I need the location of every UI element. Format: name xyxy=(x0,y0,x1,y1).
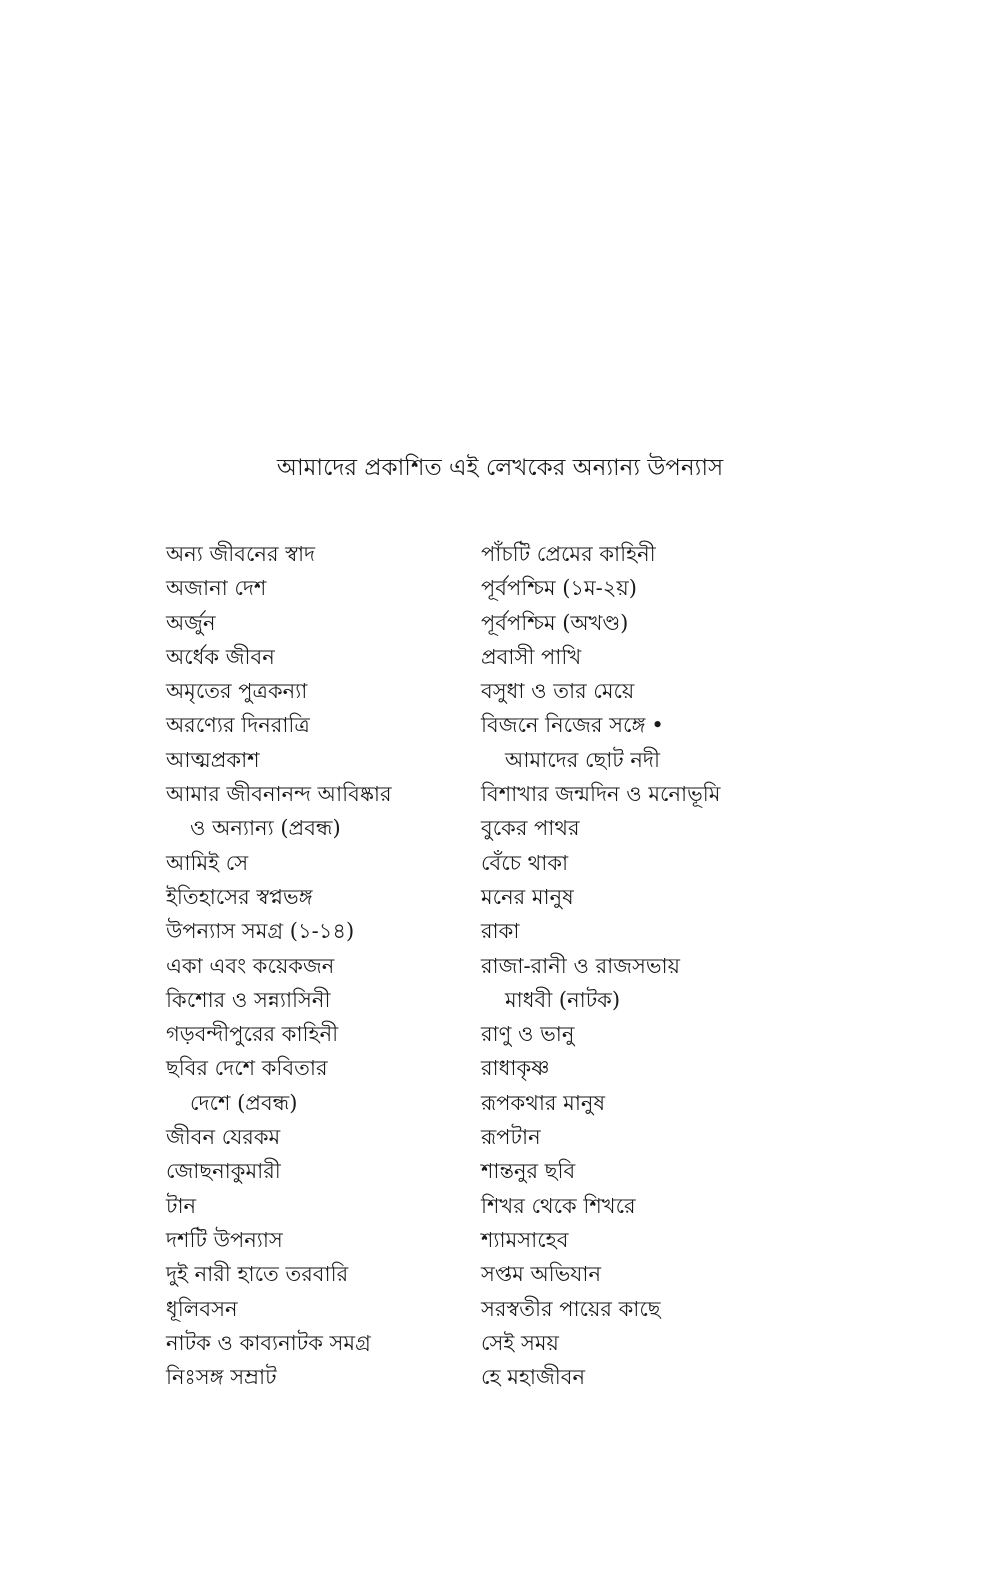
book-title-item xyxy=(481,743,781,777)
book-title-text: বিজনে নিজের সঙ্গে xyxy=(481,713,646,738)
book-title-item xyxy=(166,708,466,742)
book-title-text: অন্য জীবনের স্বাদ xyxy=(166,542,316,566)
book-title-item xyxy=(166,811,466,845)
book-title-text: সরস্বতীর পায়ের কাছে xyxy=(481,1296,661,1321)
book-title-text: রাকা xyxy=(481,919,520,944)
book-title-item xyxy=(166,1189,466,1223)
book-title-item xyxy=(481,571,781,605)
book-title-text: ও অন্যান্য (প্রবন্ধ) xyxy=(190,816,341,841)
book-title-text: ইতিহাসের স্বপ্নভঙ্গ xyxy=(166,884,313,909)
book-title-text: আত্মপ্রকাশ xyxy=(166,747,260,772)
book-title-item xyxy=(166,537,466,571)
book-title-text: বেঁচে থাকা xyxy=(481,850,569,875)
book-title-item xyxy=(481,1189,781,1223)
book-title-text: আমার জীবনানন্দ আবিষ্কার xyxy=(166,782,392,807)
page-heading: আমাদের প্রকাশিত এই লেখকের অন্যান্য উপন্যাস xyxy=(276,455,724,481)
book-title-text: সপ্তম অভিযান xyxy=(481,1262,602,1287)
book-title-item xyxy=(481,914,781,948)
book-title-item xyxy=(481,846,781,880)
book-title-item xyxy=(166,1086,466,1120)
book-title-item xyxy=(481,640,781,674)
book-title-text: একা এবং কয়েকজন xyxy=(166,953,335,978)
book-title-item xyxy=(166,983,466,1017)
bullet-mark: • xyxy=(651,713,664,738)
book-title-item xyxy=(481,1017,781,1051)
book-title-item xyxy=(481,1360,781,1394)
book-title-item xyxy=(166,640,466,674)
book-title-text: জীবন যেরকম xyxy=(166,1125,281,1150)
book-title-text: অরণ্যের দিনরাত্রি xyxy=(166,713,310,738)
book-title-text: দেশে (প্রবন্ধ) xyxy=(190,1090,298,1115)
book-title-item xyxy=(166,1017,466,1051)
book-title-item xyxy=(481,983,781,1017)
book-title-item xyxy=(166,606,466,640)
book-title-item xyxy=(481,949,781,983)
book-title-item xyxy=(166,777,466,811)
book-title-text: বিশাখার জন্মদিন ও মনোভূমি xyxy=(481,782,721,807)
book-title-text: দুই নারী হাতে তরবারি xyxy=(166,1262,349,1287)
left-title-list xyxy=(166,537,466,1394)
book-title-item xyxy=(481,880,781,914)
book-title-text: শান্তনুর ছবি xyxy=(481,1159,576,1184)
book-title-text: গড়বন্দীপুরের কাহিনী xyxy=(166,1022,339,1047)
book-title-item xyxy=(166,1292,466,1326)
book-title-item xyxy=(166,1257,466,1291)
book-title-text: পাঁচটি প্রেমের কাহিনী xyxy=(481,542,656,566)
book-title-item xyxy=(481,1086,781,1120)
book-title-text: ধূলিবসন xyxy=(166,1296,238,1321)
book-title-text: ছবির দেশে কবিতার xyxy=(166,1056,328,1081)
right-title-list xyxy=(481,537,781,1394)
book-title-text: আমাদের ছোট নদী xyxy=(505,747,660,772)
book-title-text: আমিই সে xyxy=(166,850,249,875)
book-title-text: অজানা দেশ xyxy=(166,576,267,601)
book-title-item xyxy=(481,606,781,640)
book-title-text: জোছনাকুমারী xyxy=(166,1159,281,1184)
book-title-item xyxy=(481,1051,781,1085)
book-title-item xyxy=(481,674,781,708)
book-title-text: সেই সময় xyxy=(481,1330,559,1355)
book-title-item xyxy=(166,949,466,983)
book-title-item xyxy=(166,1154,466,1188)
book-title-text: মাধবী (নাটক) xyxy=(505,987,621,1012)
book-title-text: অর্জুন xyxy=(166,610,216,635)
book-title-item xyxy=(481,537,781,571)
book-title-text: বসুধা ও তার মেয়ে xyxy=(481,679,635,704)
book-title-text: কিশোর ও সন্ন্যাসিনী xyxy=(166,987,331,1012)
book-title-text: শিখর থেকে শিখরে xyxy=(481,1193,636,1218)
book-title-item xyxy=(166,1120,466,1154)
book-title-item xyxy=(166,1051,466,1085)
book-title-item xyxy=(166,914,466,948)
book-title-item xyxy=(481,1326,781,1360)
book-title-text: প্রবাসী পাখি xyxy=(481,644,582,669)
book-title-item xyxy=(166,846,466,880)
book-title-text: টান xyxy=(166,1193,197,1218)
book-title-text: বুকের পাথর xyxy=(481,816,580,841)
book-title-text: পূর্বপশ্চিম (১ম-২য়) xyxy=(481,576,637,601)
book-title-item xyxy=(166,1360,466,1394)
book-title-text: মনের মানুষ xyxy=(481,884,574,909)
book-title-text: হে মহাজীবন xyxy=(481,1365,586,1390)
book-title-item xyxy=(166,743,466,777)
book-title-item xyxy=(481,1120,781,1154)
book-title-item xyxy=(166,1223,466,1257)
book-title-item xyxy=(166,674,466,708)
book-title-item xyxy=(481,1223,781,1257)
book-title-text: রূপকথার মানুষ xyxy=(481,1090,606,1115)
book-title-text: উপন্যাস সমগ্র (১-১৪) xyxy=(166,919,355,944)
book-title-text: রাণু ও ভানু xyxy=(481,1022,575,1047)
book-title-text: রূপটান xyxy=(481,1125,541,1150)
book-title-item xyxy=(166,1326,466,1360)
book-title-item xyxy=(166,571,466,605)
book-title-item xyxy=(481,777,781,811)
book-title-item xyxy=(481,1292,781,1326)
book-title-item xyxy=(166,880,466,914)
book-title-text: শ্যামসাহেব xyxy=(481,1227,569,1252)
book-title-item xyxy=(481,1154,781,1188)
book-title-text: রাধাকৃষ্ণ xyxy=(481,1056,550,1081)
book-title-text: অমৃতের পুত্রকন্যা xyxy=(166,679,308,704)
book-title-text: পূর্বপশ্চিম (অখণ্ড) xyxy=(481,610,629,635)
book-title-text: দশটি উপন্যাস xyxy=(166,1227,283,1252)
book-title-item xyxy=(481,811,781,845)
book-title-item xyxy=(481,708,781,742)
book-title-text: নাটক ও কাব্যনাটক সমগ্র xyxy=(166,1330,371,1355)
book-title-text: রাজা-রানী ও রাজসভায় xyxy=(481,953,681,978)
book-title-text: অর্ধেক জীবন xyxy=(166,644,275,669)
book-title-text: নিঃসঙ্গ সম্রাট xyxy=(166,1365,277,1390)
book-title-item xyxy=(481,1257,781,1291)
